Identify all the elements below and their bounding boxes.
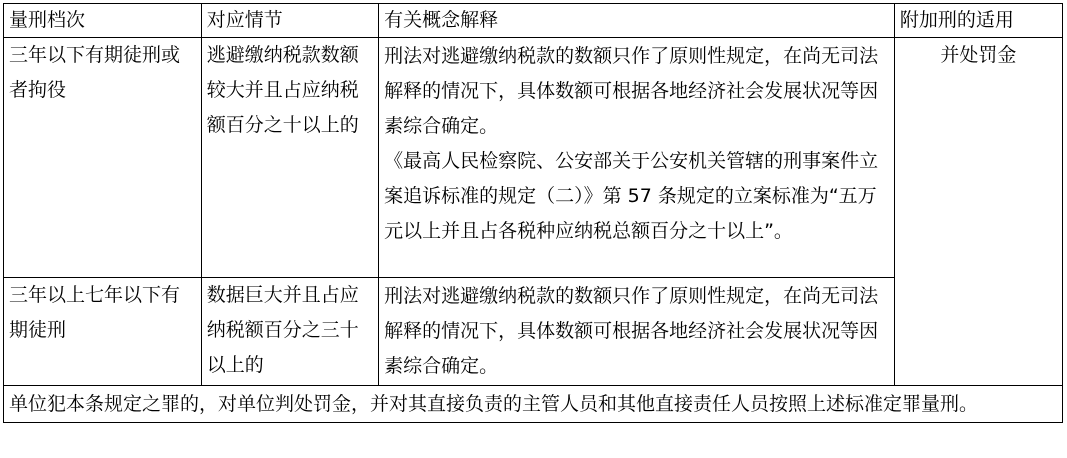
explanation-cell (379, 278, 895, 386)
sentence-level-cell: 三年以下有期徒刑或者拘役 (4, 38, 202, 278)
explanation-paragraph: 刑法对逃避缴纳税款的数额只作了原则性规定，在尚无司法解释的情况下，具体数额可根据各地经济社会发展状况等因素综合确定。 (384, 285, 879, 377)
header-concept-explanation: 有关概念解释 (379, 4, 895, 38)
header-additional-penalty: 附加刑的适用 (894, 4, 1062, 38)
header-sentence-level: 量刑档次 (4, 4, 202, 38)
sentence-level-cell: 三年以上七年以下有期徒刑 (4, 278, 202, 386)
table-header-row (4, 4, 1063, 38)
explanation-paragraph: 刑法对逃避缴纳税款的数额只作了原则性规定，在尚无司法解释的情况下，具体数额可根据各地经济社会发展状况等因素综合确定。 (384, 45, 879, 137)
header-circumstance: 对应情节 (201, 4, 378, 38)
sentencing-guideline-table (3, 3, 1063, 423)
footer-note-row (4, 386, 1063, 423)
table-row (4, 38, 1063, 278)
explanation-cell (379, 38, 895, 278)
explanation-paragraph: 《最高人民检察院、公安部关于公安机关管辖的刑事案件立案追诉标准的规定（二）》第 57 条规定的立案标准为“五万元以上并且占各税种应纳税总额百分之十以上”。 (384, 150, 879, 242)
circumstance-cell: 逃避缴纳税款数额较大并且占应纳税额百分之十以上的 (201, 38, 378, 278)
circumstance-cell: 数据巨大并且占应纳税额百分之三十以上的 (201, 278, 378, 386)
footer-note: 单位犯本条规定之罪的，对单位判处罚金，并对其直接负责的主管人员和其他直接责任人员按照上述标准定罪量刑。 (4, 386, 1063, 423)
additional-penalty-cell: 并处罚金 (894, 38, 1062, 386)
